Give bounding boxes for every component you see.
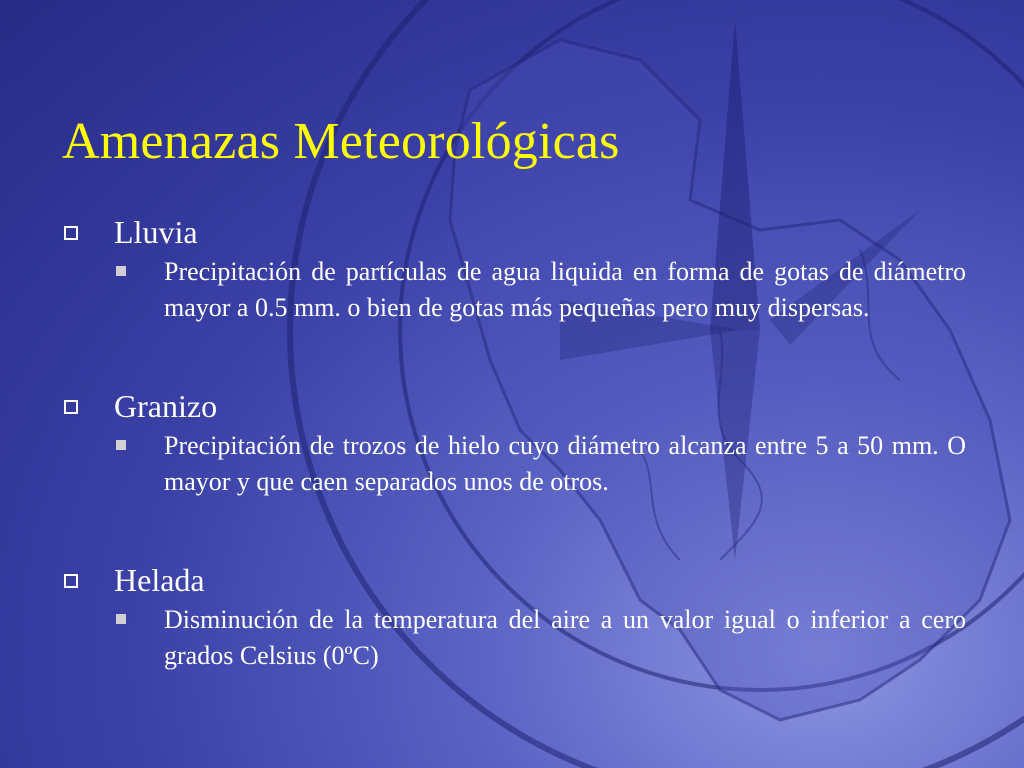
hollow-square-bullet-icon (64, 400, 78, 414)
filled-square-bullet-icon (116, 440, 126, 450)
topic-helada (64, 558, 966, 688)
topic-detail: Precipitación de partículas de agua liquida en forma de gotas de diámetro mayor a 0.5 mm. o bien de gotas más pequeñas pero muy dispersas. (164, 257, 966, 322)
slide-title: Amenazas Meteorológicas (62, 113, 620, 170)
bullet-list (64, 210, 966, 692)
hollow-square-bullet-icon (64, 226, 78, 240)
topic-detail: Disminución de la temperatura del aire a un valor igual o inferior a cero grados Celsius (0ºC) (164, 605, 966, 670)
topic-detail: Precipitación de trozos de hielo cuyo diámetro alcanza entre 5 a 50 mm. O mayor y que caen separados unos de otros. (164, 431, 966, 496)
topic-label: Granizo (114, 388, 218, 424)
filled-square-bullet-icon (116, 614, 126, 624)
topic-granizo (64, 384, 966, 554)
hollow-square-bullet-icon (64, 574, 78, 588)
filled-square-bullet-icon (116, 266, 126, 276)
topic-lluvia (64, 210, 966, 380)
topic-label: Helada (114, 562, 205, 598)
topic-label: Lluvia (114, 214, 198, 250)
